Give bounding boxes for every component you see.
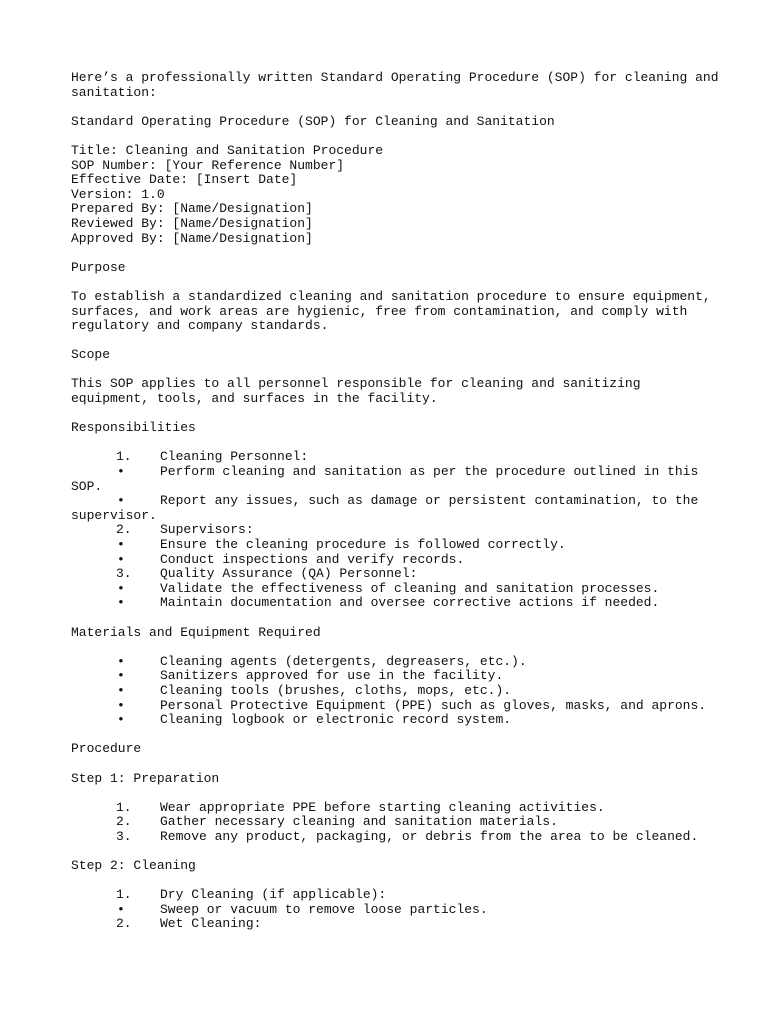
scope-text: This SOP applies to all personnel responsible for cleaning and sanitizing <box>71 376 641 392</box>
bullet-icon: • <box>117 668 125 684</box>
list-item <box>71 699 711 714</box>
bullet-icon: • <box>117 653 125 669</box>
list-item <box>71 713 711 728</box>
document-page <box>71 70 719 932</box>
document-title: Standard Operating Procedure (SOP) for Cleaning and Sanitation <box>71 113 555 129</box>
header-info-prepared-by: Prepared By: [Name/Designation] <box>71 201 313 217</box>
list-item-text: Conduct inspections and verify records. <box>160 551 465 567</box>
header-info-reviewed-by: Reviewed By: [Name/Designation] <box>71 215 313 231</box>
bullet-icon: • <box>117 551 125 567</box>
step-heading: Step 1: Preparation <box>71 770 220 786</box>
list-number: 2. <box>116 522 132 538</box>
list-item <box>71 888 711 903</box>
list-item-text: Dry Cleaning (if applicable): <box>160 887 387 903</box>
list-item <box>71 538 711 553</box>
scope-text: equipment, tools, and surfaces in the facility. <box>71 391 438 407</box>
bullet-icon: • <box>117 537 125 552</box>
list-item-text: Cleaning tools (brushes, cloths, mops, etc.). <box>160 682 512 698</box>
bullet-icon: • <box>117 595 125 611</box>
materials-heading: Materials and Equipment Required <box>71 624 321 640</box>
purpose-text: regulatory and company standards. <box>71 318 329 334</box>
step-heading: Step 2: Cleaning <box>71 858 196 874</box>
header-info-approved-by: Approved By: [Name/Designation] <box>71 230 313 246</box>
list-item-text: Validate the effectiveness of cleaning and sanitation processes. <box>160 580 660 596</box>
list-item-text: Quality Assurance (QA) Personnel: <box>160 566 418 582</box>
list-item <box>71 830 711 845</box>
list-item-text: Perform cleaning and sanitation as per the procedure outlined in this <box>160 464 699 480</box>
header-info-effective-date: Effective Date: [Insert Date] <box>71 172 298 188</box>
list-item <box>71 684 711 699</box>
bullet-icon: • <box>117 901 125 917</box>
bullet-icon: • <box>117 712 125 728</box>
list-item <box>71 465 711 480</box>
list-number: 3. <box>116 566 132 582</box>
purpose-text: To establish a standardized cleaning and sanitation procedure to ensure equipment, <box>71 288 711 304</box>
bullet-icon: • <box>117 682 125 698</box>
intro-line: Here’s a professionally written Standard Operating Procedure (SOP) for cleaning and <box>71 70 719 85</box>
list-item <box>71 801 711 816</box>
intro-line: sanitation: <box>71 84 157 100</box>
responsibilities-heading: Responsibilities <box>71 420 196 436</box>
list-item-text: Wear appropriate PPE before starting cleaning activities. <box>160 799 605 815</box>
list-number: 2. <box>116 916 132 932</box>
list-item-text: Cleaning logbook or electronic record system. <box>160 712 512 728</box>
list-number: 2. <box>116 814 132 830</box>
list-item-text: Cleaning agents (detergents, degreasers, etc.). <box>160 653 527 669</box>
list-number: 1. <box>116 799 132 815</box>
list-item-text: Gather necessary cleaning and sanitation materials. <box>160 814 558 830</box>
list-item-text: Ensure the cleaning procedure is followed correctly. <box>160 537 566 552</box>
list-item-text: Sweep or vacuum to remove loose particles. <box>160 901 488 917</box>
header-info-version: Version: 1.0 <box>71 186 165 202</box>
list-item <box>71 567 711 582</box>
list-item <box>71 494 711 509</box>
list-item-text: Sanitizers approved for use in the facility. <box>160 668 504 684</box>
list-item-text: Personal Protective Equipment (PPE) such as gloves, masks, and aprons. <box>160 697 707 713</box>
list-number: 1. <box>116 449 132 465</box>
list-item-text: Maintain documentation and oversee corrective actions if needed. <box>160 595 660 611</box>
bullet-icon: • <box>117 697 125 713</box>
list-item <box>71 523 711 538</box>
list-item <box>71 917 711 932</box>
scope-heading: Scope <box>71 347 111 363</box>
list-item <box>71 815 711 830</box>
header-info-title: Title: Cleaning and Sanitation Procedure <box>71 142 384 158</box>
list-item-text: Supervisors: <box>160 522 254 538</box>
bullet-icon: • <box>117 464 125 480</box>
list-item <box>71 596 711 611</box>
list-item <box>71 553 711 568</box>
header-info-sop-number: SOP Number: [Your Reference Number] <box>71 157 345 173</box>
list-number: 3. <box>116 828 132 844</box>
list-item <box>71 582 711 597</box>
list-item <box>71 655 711 670</box>
list-item <box>71 450 711 465</box>
list-item-continuation: SOP. <box>71 478 103 494</box>
purpose-heading: Purpose <box>71 259 126 275</box>
list-item-text: Cleaning Personnel: <box>160 449 309 465</box>
purpose-text: surfaces, and work areas are hygienic, free from contamination, and comply with <box>71 303 688 319</box>
list-item-text: Wet Cleaning: <box>160 916 262 932</box>
list-number: 1. <box>116 887 132 903</box>
list-item <box>71 903 711 918</box>
list-item-text: Report any issues, such as damage or persistent contamination, to the <box>160 493 699 509</box>
list-item-continuation: supervisor. <box>71 507 157 523</box>
bullet-icon: • <box>117 580 125 596</box>
procedure-heading: Procedure <box>71 741 142 757</box>
list-item-text: Remove any product, packaging, or debris from the area to be cleaned. <box>160 828 699 844</box>
list-item <box>71 669 711 684</box>
bullet-icon: • <box>117 493 125 509</box>
